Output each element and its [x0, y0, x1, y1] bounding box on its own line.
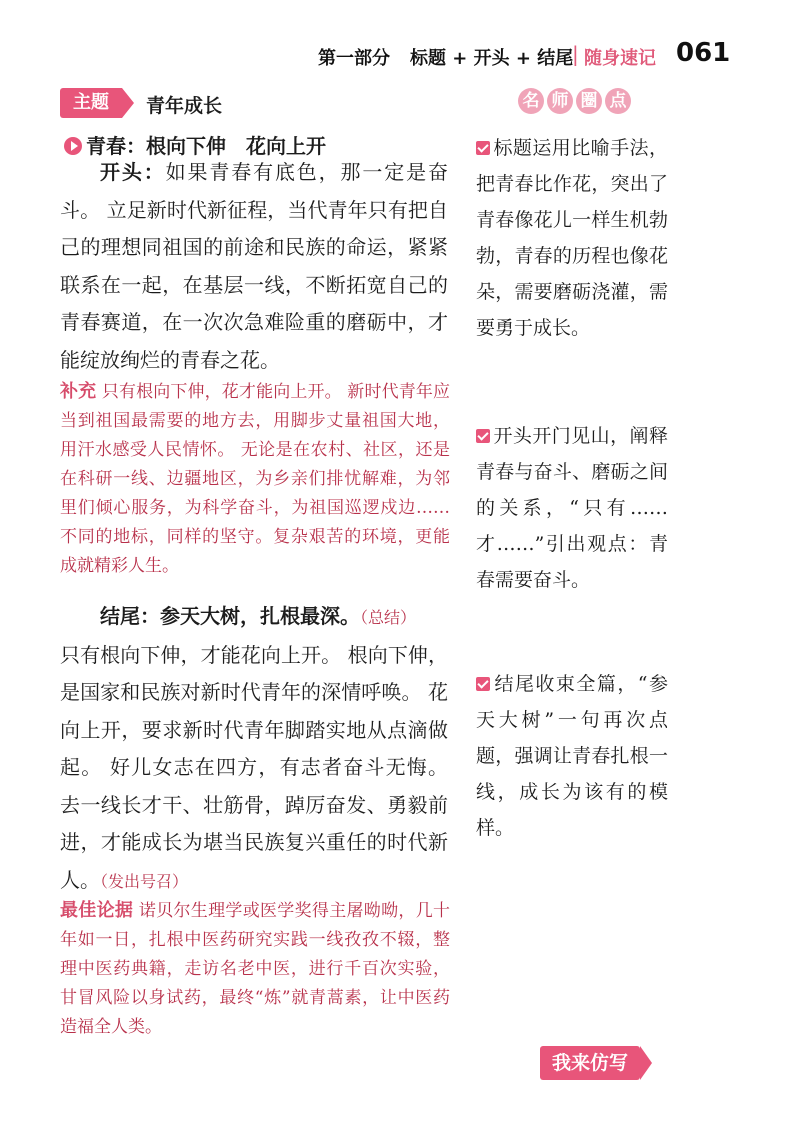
supplement-label: 补充	[60, 381, 97, 402]
imitate-button-arrow-icon	[640, 1046, 652, 1080]
ending-tail-note: （发出号召）	[100, 871, 189, 891]
teacher-comments-heading	[518, 88, 644, 120]
comment-ending	[476, 666, 668, 846]
theme-badge-arrow-icon	[122, 88, 134, 118]
opening-label: 开头：	[100, 160, 166, 184]
ending-heading-note: （总结）	[360, 608, 417, 627]
theme-text: 青年成长	[146, 95, 223, 117]
checkbox-icon	[476, 677, 490, 691]
opening-paragraph	[60, 154, 448, 379]
section-part: 第一部分	[318, 48, 390, 69]
supplement-note	[60, 377, 450, 581]
section-title: 标题 + 开头 + 结尾	[410, 48, 574, 69]
comment-text: 开头开门见山，阐释青春与奋斗、磨砺之间的关系，“只有……才……”引出观点：青春需要奋斗。	[476, 425, 668, 591]
page-number: 061	[676, 38, 731, 68]
header-notes-label: 随身速记	[584, 48, 656, 69]
heading-char: 师	[547, 88, 573, 114]
page-header	[0, 30, 780, 80]
checkbox-icon	[476, 141, 490, 155]
comment-opening	[476, 418, 668, 598]
comment-text: 标题运用比喻手法，把青春比作花，突出了青春像花儿一样生机勃勃，青春的历程也像花朵，需要磨砺浇灌，需要勇于成长。	[476, 137, 668, 339]
imitate-writing-button[interactable]: 我来仿写	[540, 1046, 640, 1080]
ending-text: 只有根向下伸，才能花向上开。 根向下伸，是国家和民族对新时代青年的深情呼唤。 花向上开，要求新时代青年脚踏实地从点滴做起。 好儿女志在四方，有志者奋斗无悔。 去一线长才干、壮筋骨，踔厉奋发、勇毅前进，才能成长为堪当民族复兴重任的时代新人。	[60, 642, 448, 892]
checkbox-icon	[476, 429, 490, 443]
supplement-text: 只有根向下伸，花才能向上开。 新时代青年应当到祖国最需要的地方去，用脚步丈量祖国大地，用汗水感受人民情怀。 无论是在农村、社区，还是在科研一线、边疆地区，为乡亲们排忧解难，为邻里们倾心服务，为科学奋斗，为祖国巡逻戍边……不同的地标，同样的坚守。复杂艰苦的环境，更能成就精彩人生。	[60, 382, 450, 576]
ending-heading: 结尾：参天大树，扎根最深。	[100, 604, 360, 628]
ending-paragraph	[60, 637, 448, 901]
comment-title	[476, 130, 668, 346]
heading-char: 圈	[576, 88, 602, 114]
essay-title-text: 青春：根向下伸 花向上开	[86, 134, 326, 158]
theme-badge: 主题	[60, 88, 122, 118]
play-bullet-icon	[64, 137, 82, 155]
header-separator: |	[572, 42, 579, 66]
ending-heading-line	[60, 598, 448, 637]
heading-char: 点	[605, 88, 631, 114]
ending-section	[60, 598, 448, 900]
heading-char: 名	[518, 88, 544, 114]
opening-text: 如果青春有底色，那一定是奋斗。 立足新时代新征程，当代青年只有把自己的理想同祖国的前途和民族的命运，紧紧联系在一起，在基层一线，不断拓宽自己的青春赛道，在一次次急难险重的磨砺中，才能绽放绚烂的青春之花。	[60, 160, 449, 372]
best-argument-label: 最佳论据	[60, 900, 134, 921]
comment-text: 结尾收束全篇，“参天大树”一句再次点题，强调让青春扎根一线，成长为该有的模样。	[476, 673, 668, 839]
best-argument-text: 诺贝尔生理学或医学奖得主屠呦呦，几十年如一日，扎根中医药研究实践一线孜孜不辍，整理中医药典籍，走访名老中医，进行千百次实验，甘冒风险以身试药，最终“炼”就青蒿素，让中医药造福全人类。	[60, 901, 451, 1037]
best-argument-note	[60, 896, 450, 1042]
